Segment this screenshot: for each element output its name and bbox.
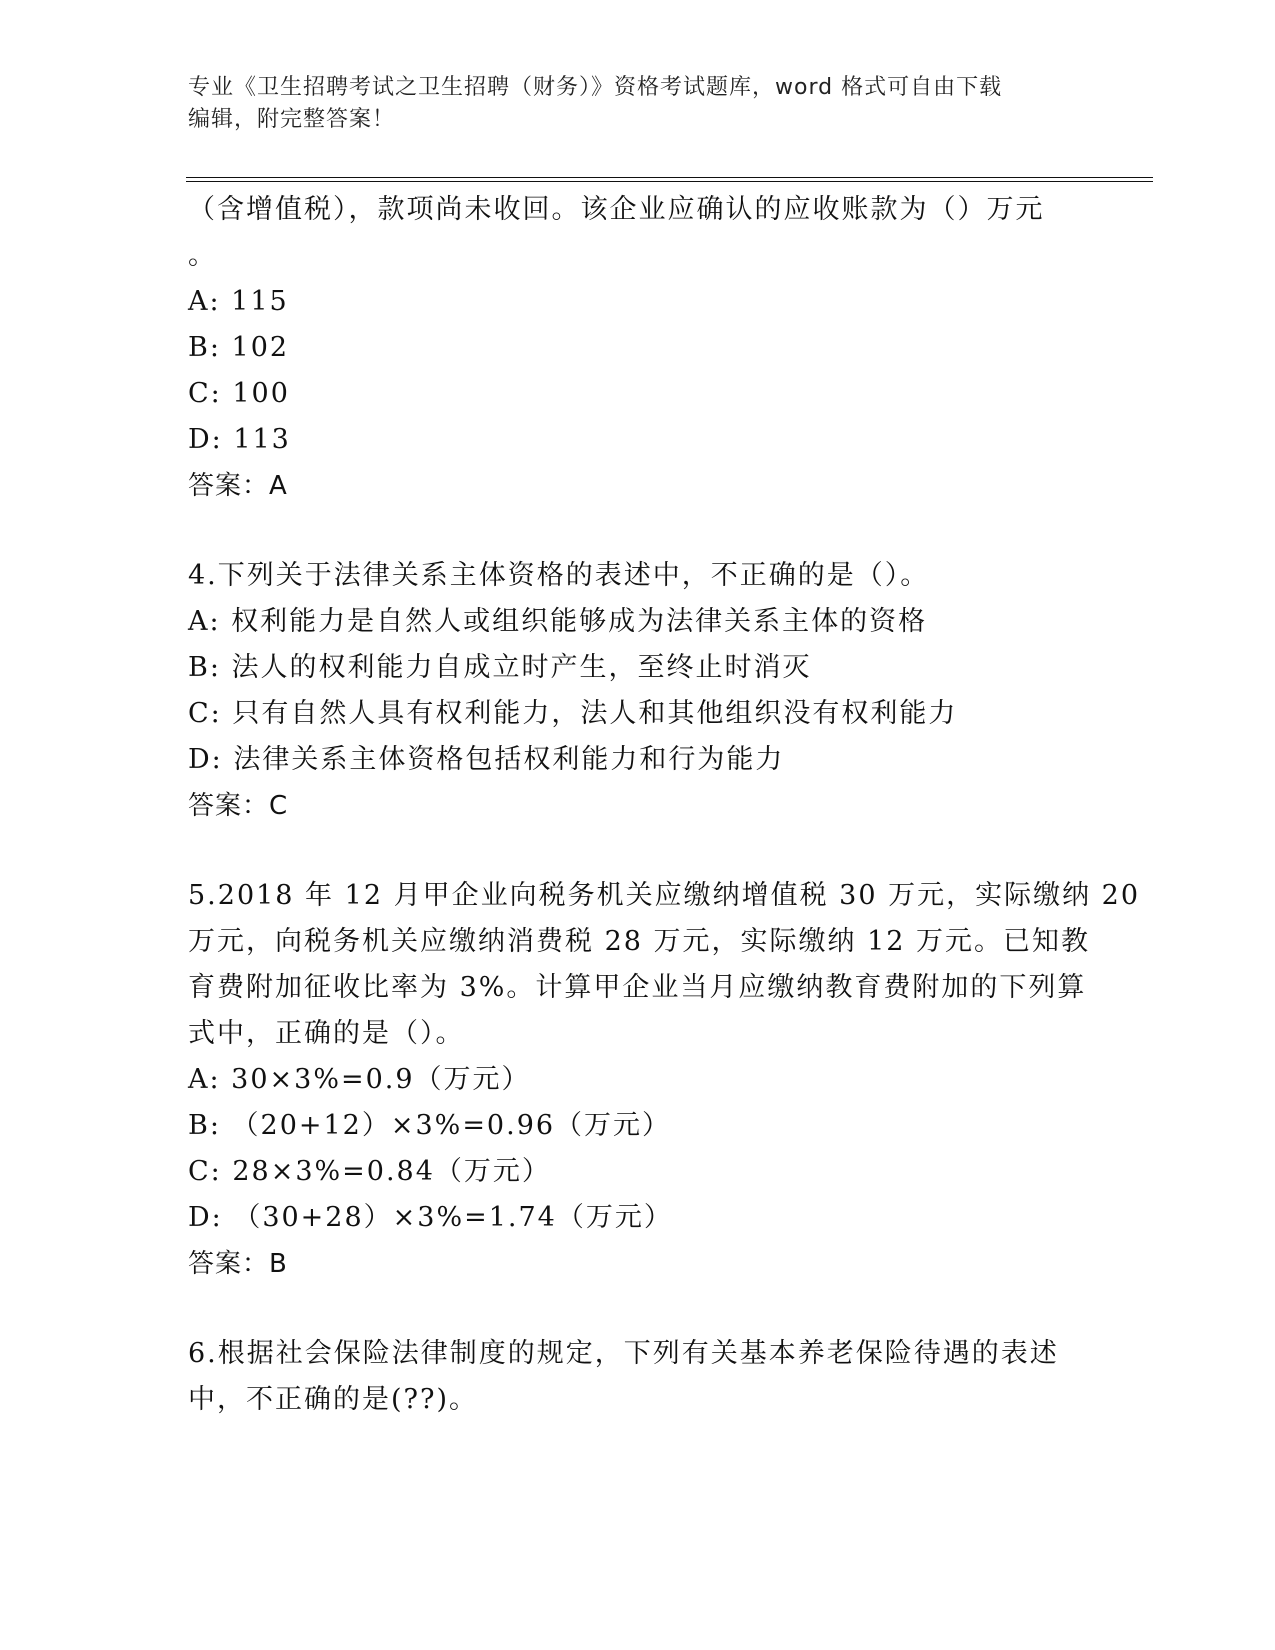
question-5-option-c: C: 28×3%=0.84（万元） bbox=[188, 1156, 551, 1187]
page-header bbox=[188, 72, 1078, 136]
question-4-stem: 4.下列关于法律关系主体资格的表述中，不正确的是（）。 bbox=[188, 560, 930, 591]
question-3-option-b: B: 102 bbox=[188, 332, 290, 363]
header-divider-bottom bbox=[186, 181, 1153, 182]
spacer bbox=[188, 829, 1088, 873]
question-3 bbox=[188, 187, 1088, 509]
question-4-option-d: D: 法律关系主体资格包括权利能力和行为能力 bbox=[188, 744, 785, 775]
question-6-stem-line-1: 6.根据社会保险法律制度的规定，下列有关基本养老保险待遇的表述 bbox=[188, 1338, 1059, 1369]
header-divider-top bbox=[186, 177, 1153, 178]
question-5-stem-line-3: 育费附加征收比率为 3%。计算甲企业当月应缴纳教育费附加的下列算 bbox=[188, 972, 1087, 1003]
question-4-option-b: B: 法人的权利能力自成立时产生，至终止时消灭 bbox=[188, 652, 812, 683]
question-5-answer: 答案：B bbox=[188, 1249, 288, 1279]
question-4-option-c: C: 只有自然人具有权利能力，法人和其他组织没有权利能力 bbox=[188, 698, 958, 729]
question-6 bbox=[188, 1331, 1088, 1423]
question-3-option-d: D: 113 bbox=[188, 424, 291, 455]
question-5-stem-line-1: 5.2018 年 12 月甲企业向税务机关应缴纳增值税 30 万元，实际缴纳 20 bbox=[188, 880, 1141, 911]
spacer bbox=[188, 509, 1088, 553]
question-5-stem-line-4: 式中，正确的是（）。 bbox=[188, 1018, 465, 1049]
question-5 bbox=[188, 873, 1141, 1287]
question-4-answer: 答案：C bbox=[188, 791, 289, 821]
question-list bbox=[188, 187, 1141, 1423]
question-4 bbox=[188, 553, 1088, 829]
question-5-stem-line-2: 万元，向税务机关应缴纳消费税 28 万元，实际缴纳 12 万元。已知教 bbox=[188, 926, 1091, 957]
header-line-2: 编辑，附完整答案！ bbox=[188, 107, 396, 132]
spacer bbox=[188, 1287, 1088, 1331]
question-3-stem-cont-2: 。 bbox=[188, 240, 217, 271]
question-4-option-a: A: 权利能力是自然人或组织能够成为法律关系主体的资格 bbox=[188, 606, 928, 637]
question-3-stem-cont-1: （含增值税），款项尚未收回。该企业应确认的应收账款为（）万元 bbox=[188, 194, 1045, 225]
header-line-1: 专业《卫生招聘考试之卫生招聘（财务）》资格考试题库，word 格式可自由下载 bbox=[188, 75, 1003, 100]
question-5-option-d: D: （30+28）×3%=1.74（万元） bbox=[188, 1202, 673, 1233]
question-3-answer: 答案：A bbox=[188, 471, 288, 501]
question-5-option-b: B: （20+12）×3%=0.96（万元） bbox=[188, 1110, 672, 1141]
question-5-option-a: A: 30×3%=0.9（万元） bbox=[188, 1064, 531, 1095]
question-6-stem-line-2: 中，不正确的是(??)。 bbox=[188, 1384, 479, 1415]
question-3-option-a: A: 115 bbox=[188, 286, 289, 317]
question-3-option-c: C: 100 bbox=[188, 378, 290, 409]
